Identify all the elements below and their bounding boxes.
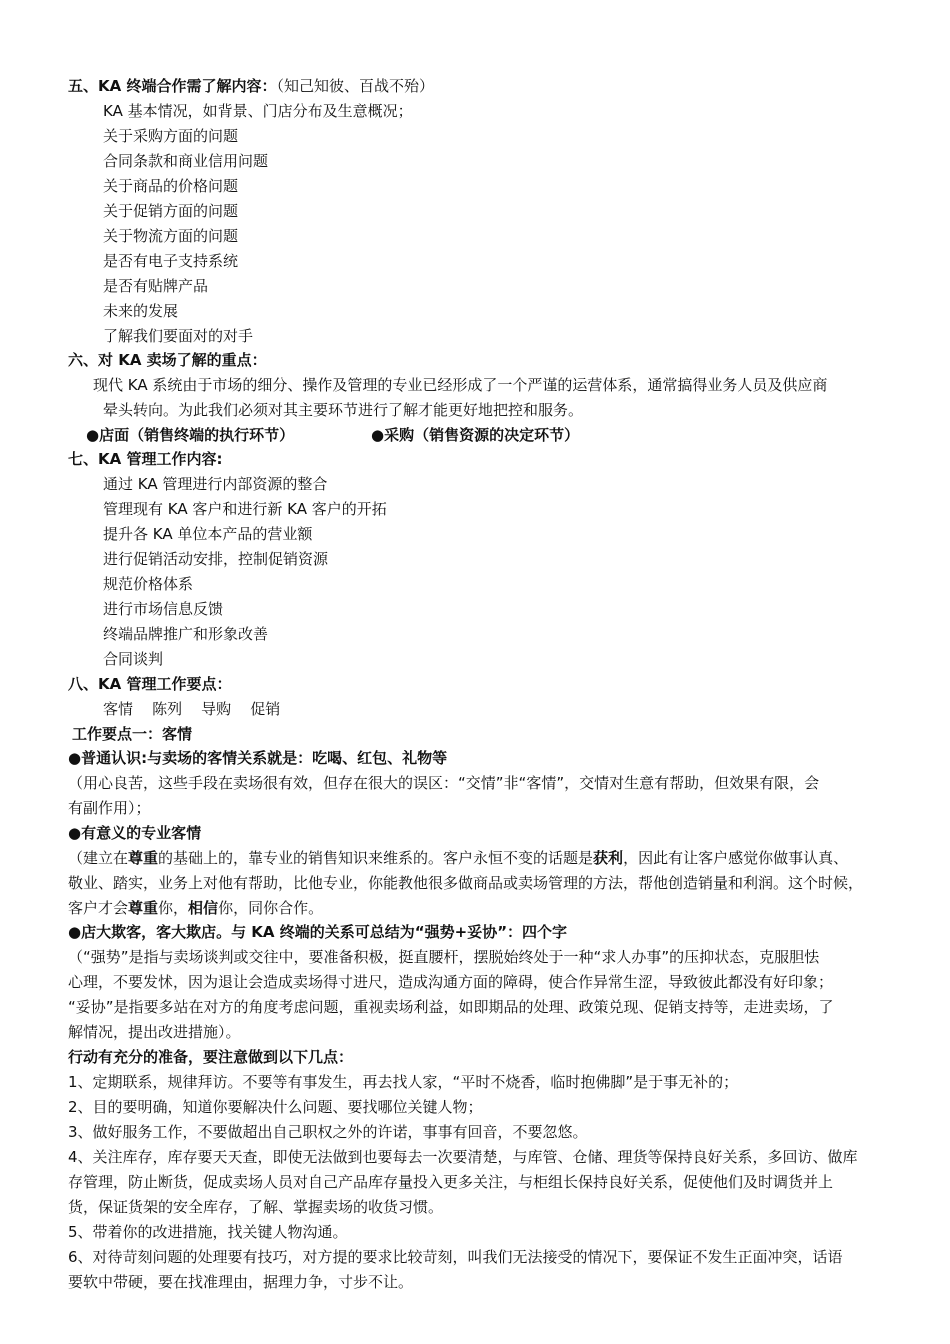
section-5-item: 是否有贴牌产品 bbox=[103, 277, 209, 295]
action-item-6-line-2: 要软中带硬，要在找准理由，据理力争，寸步不让。 bbox=[68, 1273, 414, 1291]
section-5-item: 是否有电子支持系统 bbox=[103, 252, 239, 270]
section-6-point-purchase: ●采购（销售资源的决定环节） bbox=[371, 426, 580, 444]
emphasis-respect: 尊重 bbox=[128, 849, 159, 867]
strong-compromise-line-2: 心理，不要发怵，因为退让会造成卖场得寸进尺，造成沟通方面的障碍，使合作异常生涩，导致彼此都没有好印象； bbox=[68, 973, 834, 991]
section-5-item: 了解我们要面对的对手 bbox=[103, 327, 254, 345]
action-item-1: 1、定期联系，规律拜访。不要等有事发生，再去找人家，“平时不烧香，临时抱佛脚”是于事无补的； bbox=[68, 1073, 739, 1091]
action-item-3: 3、做好服务工作，不要做超出自己职权之外的许诺，事事有回音，不要忽悠。 bbox=[68, 1123, 588, 1141]
text-run: ，因此有让客户感觉你做事认真、 bbox=[623, 849, 849, 867]
professional-relation-title: ●有意义的专业客情 bbox=[68, 824, 202, 842]
emphasis-profit: 获利 bbox=[593, 849, 624, 867]
action-item-2: 2、目的要明确，知道你要解决什么问题、要找哪位关键人物； bbox=[68, 1098, 483, 1116]
section-5-item: KA 基本情况，如背景、门店分布及生意概况； bbox=[103, 102, 413, 120]
section-5-item: 关于商品的价格问题 bbox=[103, 177, 239, 195]
strong-compromise-line-4: 解情况，提出改进措施）。 bbox=[68, 1023, 241, 1041]
action-title: 行动有充分的准备，要注意做到以下几点： bbox=[68, 1048, 354, 1066]
section-7-item: 通过 KA 管理进行内部资源的整合 bbox=[103, 475, 328, 493]
text-run: 的基础上的，靠专业的销售知识来维系的。客户永恒不变的话题是 bbox=[158, 849, 594, 867]
point-one-title: 工作要点一：客情 bbox=[72, 725, 193, 743]
strong-compromise-line-3: “妥协”是指要多站在对方的角度考虑问题，重视卖场利益，如即期品的处理、政策兑现、促销支持等，走进卖场，了 bbox=[68, 998, 834, 1016]
text-run: 你，同你合作。 bbox=[218, 899, 324, 917]
section-7-item: 进行市场信息反馈 bbox=[103, 600, 224, 618]
professional-relation-line-2: 敬业、踏实，业务上对他有帮助，比他专业，你能教他很多做商品或卖场管理的方法，帮他创造销量和利润。这个时候， bbox=[68, 874, 864, 892]
emphasis-trust: 相信 bbox=[188, 899, 219, 917]
section-5-item: 合同条款和商业信用问题 bbox=[103, 152, 269, 170]
section-5-heading-line bbox=[68, 76, 434, 96]
section-5-item: 未来的发展 bbox=[103, 302, 179, 320]
section-7-item: 规范价格体系 bbox=[103, 575, 194, 593]
text-run: 你， bbox=[158, 899, 189, 917]
common-view-line-1: （用心良苦，这些手段在卖场很有效，但存在很大的误区：“交情”非“客情”，交情对生意有帮助，但效果有限，会 bbox=[68, 774, 820, 792]
section-7-item: 进行促销活动安排，控制促销资源 bbox=[103, 550, 329, 568]
section-8-keywords: 客情 陈列 导购 促销 bbox=[103, 700, 281, 718]
section-7-item: 提升各 KA 单位本产品的营业额 bbox=[103, 525, 313, 543]
text-run: （建立在 bbox=[68, 849, 129, 867]
professional-relation-line-3 bbox=[68, 898, 323, 918]
common-view-line-2: 有副作用）； bbox=[68, 799, 151, 817]
section-6-heading: 六、对 KA 卖场了解的重点： bbox=[68, 351, 267, 369]
section-8-heading: 八、KA 管理工作要点： bbox=[68, 675, 232, 693]
section-5-heading: 五、KA 终端合作需了解内容： bbox=[68, 77, 277, 95]
action-item-5: 5、带着你的改进措施，找关键人物沟通。 bbox=[68, 1223, 348, 1241]
section-6-point-store: ●店面（销售终端的执行环节） bbox=[86, 426, 295, 444]
section-5-item: 关于物流方面的问题 bbox=[103, 227, 239, 245]
section-5-note: （知己知彼、百战不殆） bbox=[276, 77, 434, 95]
section-7-item: 管理现有 KA 客户和进行新 KA 客户的开拓 bbox=[103, 500, 387, 518]
common-view-title: ●普通认识:与卖场的客情关系就是：吃喝、红包、礼物等 bbox=[68, 749, 448, 767]
section-7-heading: 七、KA 管理工作内容: bbox=[68, 450, 223, 468]
professional-relation-line-1 bbox=[68, 848, 848, 868]
action-item-4-line-1: 4、关注库存，库存要天天查，即使无法做到也要每去一次要清楚，与库管、仓储、理货等保持良好关系，多回访、做库 bbox=[68, 1148, 858, 1166]
action-item-4-line-3: 货，保证货架的安全库存，了解、掌握卖场的收货习惯。 bbox=[68, 1198, 444, 1216]
strong-compromise-line-1: （“强势”是指与卖场谈判或交往中，要准备积极，挺直腰杆，摆脱始终处于一种“求人办事”的压抑状态，克服胆怯 bbox=[68, 948, 820, 966]
section-5-item: 关于促销方面的问题 bbox=[103, 202, 239, 220]
section-7-item: 终端品牌推广和形象改善 bbox=[103, 625, 269, 643]
section-7-item: 合同谈判 bbox=[103, 650, 164, 668]
section-6-paragraph-line-2: 晕头转向。为此我们必须对其主要环节进行了解才能更好地把控和服务。 bbox=[103, 401, 584, 419]
action-item-6-line-1: 6、对待苛刻问题的处理要有技巧，对方提的要求比较苛刻，叫我们无法接受的情况下，要保证不发生正面冲突，话语 bbox=[68, 1248, 843, 1266]
emphasis-respect: 尊重 bbox=[128, 899, 159, 917]
section-6-paragraph-line-1: 现代 KA 系统由于市场的细分、操作及管理的专业已经形成了一个严谨的运营体系，通常搞得业务人员及供应商 bbox=[93, 376, 828, 394]
text-run: 客户才会 bbox=[68, 899, 129, 917]
strong-compromise-title: ●店大欺客，客大欺店。与 KA 终端的关系可总结为“强势+妥协”：四个字 bbox=[68, 923, 568, 941]
action-item-4-line-2: 存管理，防止断货，促成卖场人员对自己产品库存量投入更多关注，与柜组长保持良好关系，促使他们及时调货并上 bbox=[68, 1173, 834, 1191]
section-5-item: 关于采购方面的问题 bbox=[103, 127, 239, 145]
